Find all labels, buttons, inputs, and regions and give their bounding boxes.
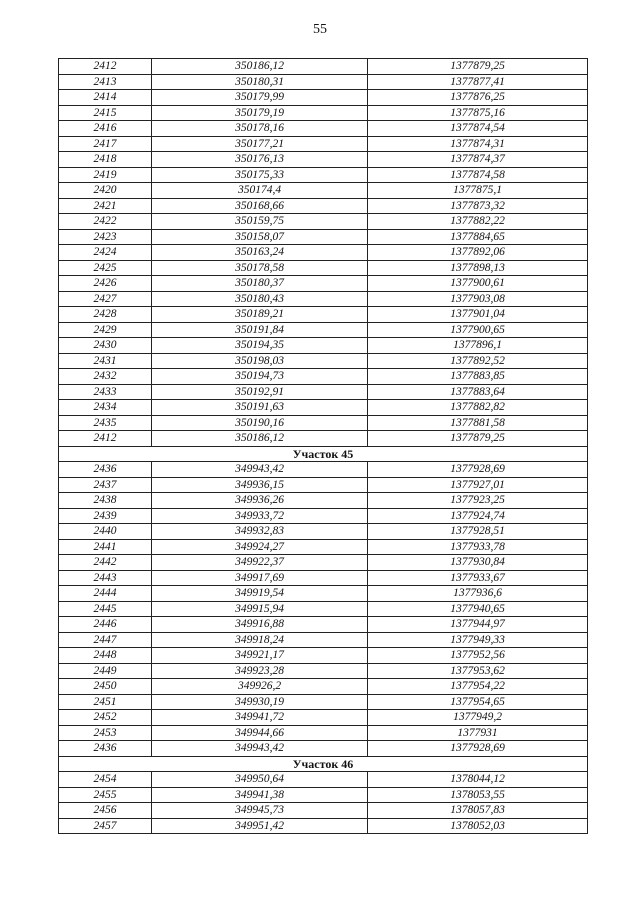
point-number-cell: 2436 <box>59 741 152 757</box>
x-coordinate-cell: 349921,17 <box>152 648 368 664</box>
point-number-cell: 2433 <box>59 384 152 400</box>
table-row <box>59 245 588 261</box>
y-coordinate-cell: 1377874,58 <box>368 167 588 183</box>
table-row <box>59 477 588 493</box>
x-coordinate-cell: 350180,43 <box>152 291 368 307</box>
point-number-cell: 2438 <box>59 493 152 509</box>
x-coordinate-cell: 349933,72 <box>152 508 368 524</box>
y-coordinate-cell: 1377883,64 <box>368 384 588 400</box>
x-coordinate-cell: 350176,13 <box>152 152 368 168</box>
point-number-cell: 2446 <box>59 617 152 633</box>
table-row <box>59 787 588 803</box>
y-coordinate-cell: 1377874,31 <box>368 136 588 152</box>
section-title: Участок 46 <box>59 756 588 772</box>
point-number-cell: 2417 <box>59 136 152 152</box>
y-coordinate-cell: 1377928,51 <box>368 524 588 540</box>
x-coordinate-cell: 349943,42 <box>152 462 368 478</box>
y-coordinate-cell: 1377877,41 <box>368 74 588 90</box>
table-row <box>59 741 588 757</box>
y-coordinate-cell: 1377924,74 <box>368 508 588 524</box>
table-row <box>59 384 588 400</box>
table-row <box>59 322 588 338</box>
y-coordinate-cell: 1377875,16 <box>368 105 588 121</box>
x-coordinate-cell: 350158,07 <box>152 229 368 245</box>
point-number-cell: 2443 <box>59 570 152 586</box>
x-coordinate-cell: 349950,64 <box>152 772 368 788</box>
point-number-cell: 2441 <box>59 539 152 555</box>
table-row <box>59 570 588 586</box>
table-row <box>59 152 588 168</box>
y-coordinate-cell: 1377898,13 <box>368 260 588 276</box>
point-number-cell: 2413 <box>59 74 152 90</box>
y-coordinate-cell: 1377874,37 <box>368 152 588 168</box>
y-coordinate-cell: 1377928,69 <box>368 462 588 478</box>
table-row <box>59 291 588 307</box>
x-coordinate-cell: 350159,75 <box>152 214 368 230</box>
y-coordinate-cell: 1378044,12 <box>368 772 588 788</box>
x-coordinate-cell: 350180,31 <box>152 74 368 90</box>
y-coordinate-cell: 1377949,2 <box>368 710 588 726</box>
x-coordinate-cell: 349941,72 <box>152 710 368 726</box>
point-number-cell: 2452 <box>59 710 152 726</box>
y-coordinate-cell: 1377900,61 <box>368 276 588 292</box>
point-number-cell: 2420 <box>59 183 152 199</box>
x-coordinate-cell: 349916,88 <box>152 617 368 633</box>
y-coordinate-cell: 1377928,69 <box>368 741 588 757</box>
point-number-cell: 2454 <box>59 772 152 788</box>
section-header-row <box>59 446 588 462</box>
y-coordinate-cell: 1377936,6 <box>368 586 588 602</box>
x-coordinate-cell: 349922,37 <box>152 555 368 571</box>
x-coordinate-cell: 350179,19 <box>152 105 368 121</box>
point-number-cell: 2456 <box>59 803 152 819</box>
point-number-cell: 2444 <box>59 586 152 602</box>
point-number-cell: 2451 <box>59 694 152 710</box>
x-coordinate-cell: 350177,21 <box>152 136 368 152</box>
point-number-cell: 2457 <box>59 818 152 834</box>
y-coordinate-cell: 1377901,04 <box>368 307 588 323</box>
x-coordinate-cell: 350178,58 <box>152 260 368 276</box>
y-coordinate-cell: 1377900,65 <box>368 322 588 338</box>
y-coordinate-cell: 1377949,33 <box>368 632 588 648</box>
y-coordinate-cell: 1378057,83 <box>368 803 588 819</box>
y-coordinate-cell: 1377933,67 <box>368 570 588 586</box>
table-row <box>59 214 588 230</box>
point-number-cell: 2445 <box>59 601 152 617</box>
point-number-cell: 2429 <box>59 322 152 338</box>
y-coordinate-cell: 1377944,97 <box>368 617 588 633</box>
y-coordinate-cell: 1377879,25 <box>368 431 588 447</box>
table-row <box>59 725 588 741</box>
table-row <box>59 307 588 323</box>
x-coordinate-cell: 349936,15 <box>152 477 368 493</box>
table-row <box>59 694 588 710</box>
y-coordinate-cell: 1377954,65 <box>368 694 588 710</box>
x-coordinate-cell: 349930,19 <box>152 694 368 710</box>
point-number-cell: 2423 <box>59 229 152 245</box>
table-row <box>59 431 588 447</box>
table-row <box>59 493 588 509</box>
point-number-cell: 2447 <box>59 632 152 648</box>
point-number-cell: 2448 <box>59 648 152 664</box>
point-number-cell: 2449 <box>59 663 152 679</box>
x-coordinate-cell: 349941,38 <box>152 787 368 803</box>
x-coordinate-cell: 350192,91 <box>152 384 368 400</box>
y-coordinate-cell: 1377954,22 <box>368 679 588 695</box>
x-coordinate-cell: 350178,16 <box>152 121 368 137</box>
point-number-cell: 2416 <box>59 121 152 137</box>
y-coordinate-cell: 1378053,55 <box>368 787 588 803</box>
table-row <box>59 121 588 137</box>
table-row <box>59 400 588 416</box>
y-coordinate-cell: 1377884,65 <box>368 229 588 245</box>
y-coordinate-cell: 1377933,78 <box>368 539 588 555</box>
y-coordinate-cell: 1377930,84 <box>368 555 588 571</box>
table-row <box>59 276 588 292</box>
table-row <box>59 338 588 354</box>
x-coordinate-cell: 349918,24 <box>152 632 368 648</box>
y-coordinate-cell: 1377876,25 <box>368 90 588 106</box>
y-coordinate-cell: 1377952,56 <box>368 648 588 664</box>
table-row <box>59 648 588 664</box>
table-row <box>59 539 588 555</box>
y-coordinate-cell: 1377927,01 <box>368 477 588 493</box>
x-coordinate-cell: 349932,83 <box>152 524 368 540</box>
table-row <box>59 415 588 431</box>
x-coordinate-cell: 350186,12 <box>152 59 368 75</box>
point-number-cell: 2414 <box>59 90 152 106</box>
x-coordinate-cell: 349923,28 <box>152 663 368 679</box>
table-row <box>59 632 588 648</box>
page-number: 55 <box>313 22 327 37</box>
x-coordinate-cell: 350175,33 <box>152 167 368 183</box>
x-coordinate-cell: 350191,84 <box>152 322 368 338</box>
x-coordinate-cell: 349924,27 <box>152 539 368 555</box>
x-coordinate-cell: 349944,66 <box>152 725 368 741</box>
point-number-cell: 2430 <box>59 338 152 354</box>
point-number-cell: 2442 <box>59 555 152 571</box>
point-number-cell: 2427 <box>59 291 152 307</box>
point-number-cell: 2418 <box>59 152 152 168</box>
section-header-row <box>59 756 588 772</box>
x-coordinate-cell: 349919,54 <box>152 586 368 602</box>
table-row <box>59 74 588 90</box>
table-row <box>59 803 588 819</box>
y-coordinate-cell: 1377923,25 <box>368 493 588 509</box>
table-row <box>59 818 588 834</box>
point-number-cell: 2421 <box>59 198 152 214</box>
table-row <box>59 260 588 276</box>
point-number-cell: 2436 <box>59 462 152 478</box>
x-coordinate-cell: 350198,03 <box>152 353 368 369</box>
x-coordinate-cell: 350186,12 <box>152 431 368 447</box>
table-row <box>59 90 588 106</box>
y-coordinate-cell: 1377892,06 <box>368 245 588 261</box>
table-row <box>59 663 588 679</box>
point-number-cell: 2435 <box>59 415 152 431</box>
table-row <box>59 679 588 695</box>
x-coordinate-cell: 350179,99 <box>152 90 368 106</box>
y-coordinate-cell: 1377875,1 <box>368 183 588 199</box>
table-row <box>59 198 588 214</box>
point-number-cell: 2453 <box>59 725 152 741</box>
y-coordinate-cell: 1377883,85 <box>368 369 588 385</box>
x-coordinate-cell: 350194,73 <box>152 369 368 385</box>
y-coordinate-cell: 1377892,52 <box>368 353 588 369</box>
x-coordinate-cell: 349945,73 <box>152 803 368 819</box>
x-coordinate-cell: 349917,69 <box>152 570 368 586</box>
y-coordinate-cell: 1377953,62 <box>368 663 588 679</box>
table-row <box>59 772 588 788</box>
x-coordinate-cell: 350191,63 <box>152 400 368 416</box>
y-coordinate-cell: 1377882,22 <box>368 214 588 230</box>
point-number-cell: 2440 <box>59 524 152 540</box>
table-row <box>59 183 588 199</box>
table-row <box>59 524 588 540</box>
x-coordinate-cell: 350174,4 <box>152 183 368 199</box>
coordinates-table <box>58 58 588 834</box>
y-coordinate-cell: 1377879,25 <box>368 59 588 75</box>
point-number-cell: 2419 <box>59 167 152 183</box>
x-coordinate-cell: 349936,26 <box>152 493 368 509</box>
y-coordinate-cell: 1377903,08 <box>368 291 588 307</box>
point-number-cell: 2412 <box>59 431 152 447</box>
table-row <box>59 136 588 152</box>
table-row <box>59 586 588 602</box>
y-coordinate-cell: 1377881,58 <box>368 415 588 431</box>
point-number-cell: 2439 <box>59 508 152 524</box>
x-coordinate-cell: 350168,66 <box>152 198 368 214</box>
point-number-cell: 2432 <box>59 369 152 385</box>
table-row <box>59 59 588 75</box>
x-coordinate-cell: 350190,16 <box>152 415 368 431</box>
point-number-cell: 2415 <box>59 105 152 121</box>
table-row <box>59 617 588 633</box>
y-coordinate-cell: 1377874,54 <box>368 121 588 137</box>
table-row <box>59 353 588 369</box>
y-coordinate-cell: 1378052,03 <box>368 818 588 834</box>
point-number-cell: 2425 <box>59 260 152 276</box>
table-row <box>59 369 588 385</box>
x-coordinate-cell: 349926,2 <box>152 679 368 695</box>
x-coordinate-cell: 350189,21 <box>152 307 368 323</box>
point-number-cell: 2437 <box>59 477 152 493</box>
y-coordinate-cell: 1377882,82 <box>368 400 588 416</box>
section-title: Участок 45 <box>59 446 588 462</box>
y-coordinate-cell: 1377940,65 <box>368 601 588 617</box>
point-number-cell: 2428 <box>59 307 152 323</box>
y-coordinate-cell: 1377873,32 <box>368 198 588 214</box>
x-coordinate-cell: 349951,42 <box>152 818 368 834</box>
point-number-cell: 2426 <box>59 276 152 292</box>
y-coordinate-cell: 1377896,1 <box>368 338 588 354</box>
point-number-cell: 2422 <box>59 214 152 230</box>
point-number-cell: 2450 <box>59 679 152 695</box>
table-row <box>59 508 588 524</box>
table-row <box>59 229 588 245</box>
x-coordinate-cell: 349915,94 <box>152 601 368 617</box>
x-coordinate-cell: 350163,24 <box>152 245 368 261</box>
table-row <box>59 167 588 183</box>
table-row <box>59 601 588 617</box>
coordinates-table-body <box>59 59 588 834</box>
point-number-cell: 2434 <box>59 400 152 416</box>
table-row <box>59 462 588 478</box>
x-coordinate-cell: 350180,37 <box>152 276 368 292</box>
x-coordinate-cell: 349943,42 <box>152 741 368 757</box>
point-number-cell: 2412 <box>59 59 152 75</box>
point-number-cell: 2455 <box>59 787 152 803</box>
table-row <box>59 555 588 571</box>
table-row <box>59 105 588 121</box>
point-number-cell: 2424 <box>59 245 152 261</box>
x-coordinate-cell: 350194,35 <box>152 338 368 354</box>
table-row <box>59 710 588 726</box>
point-number-cell: 2431 <box>59 353 152 369</box>
y-coordinate-cell: 1377931 <box>368 725 588 741</box>
